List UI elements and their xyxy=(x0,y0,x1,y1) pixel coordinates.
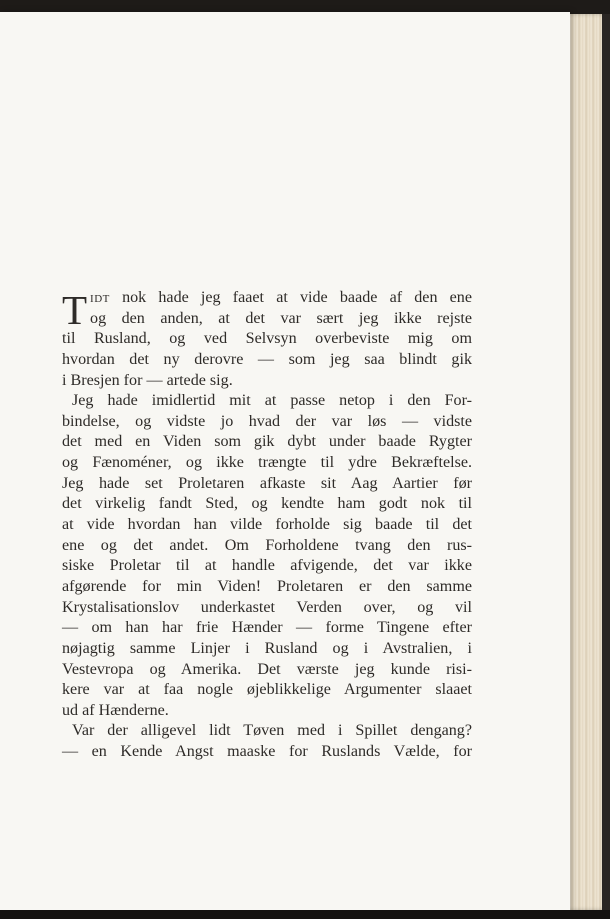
text-line: i Bresjen for — artede sig. xyxy=(62,371,233,389)
text-line: — om han har frie Hænder — forme Tingene efter xyxy=(62,619,472,637)
text-line: ene og det andet. Om Forholdene tvang den rus- xyxy=(62,536,472,554)
text-line: afgørende for min Viden! Proletaren er den samme xyxy=(62,577,472,595)
paragraph-2 xyxy=(62,391,472,721)
text-line: til Rusland, og ved Selvsyn overbeviste mig om xyxy=(62,330,472,348)
scan-bottom-edge xyxy=(0,910,610,919)
text-line: ud af Hænderne. xyxy=(62,701,169,719)
book-spine xyxy=(602,14,610,910)
text-line xyxy=(62,288,472,309)
text-line xyxy=(62,391,472,412)
line-text: Var der alligevel lidt Tøven med i Spillet dengang? xyxy=(72,722,472,740)
text-line: Vestevropa og Amerika. Det værste jeg kunde risi- xyxy=(62,660,472,678)
text-line xyxy=(62,721,472,742)
text-line: — en Kende Angst maaske for Ruslands Vælde, for xyxy=(62,743,472,761)
text-line: nøjagtig samme Linjer i Rusland og i Avstralien, i xyxy=(62,639,472,657)
text-line: siske Proletar til at handle afvigende, det var ikke xyxy=(62,557,472,575)
text-line: at vide hvordan han vilde forholde sig baade til det xyxy=(62,516,472,534)
text-line: Krystalisationslov underkastet Verden over, og vil xyxy=(62,598,472,616)
text-line: og den anden, at det var sært jeg ikke rejste xyxy=(90,309,472,327)
text-line: Jeg hade set Proletaren afkaste sit Aag Aartier før xyxy=(62,474,472,492)
line-text: Jeg hade imidlertid mit at passe netop i den For- xyxy=(72,392,472,410)
opening-smallcaps: idt xyxy=(90,289,110,306)
text-line: det virkelig fandt Sted, og kendte ham godt nok til xyxy=(62,495,472,513)
paragraph-3 xyxy=(62,721,472,762)
text-line: bindelse, og vidste jo hvad der var løs — vidste xyxy=(62,412,472,430)
text-line: og Fænoméner, og ikke trængte til ydre Bekræftelse. xyxy=(62,454,472,472)
text-line: kere var at faa nogle øjeblikkelige Argumenter slaaet xyxy=(62,681,472,699)
text-line: hvordan det ny derovre — som jeg saa blindt gik xyxy=(62,350,472,368)
line-text: nok hade jeg faaet at vide baade af den ene xyxy=(122,289,472,306)
paragraph-1 xyxy=(62,288,472,391)
text-line: det med en Viden som gik dybt under baade Rygter xyxy=(62,433,472,451)
page-text xyxy=(62,288,472,763)
drop-cap: T xyxy=(62,287,88,333)
